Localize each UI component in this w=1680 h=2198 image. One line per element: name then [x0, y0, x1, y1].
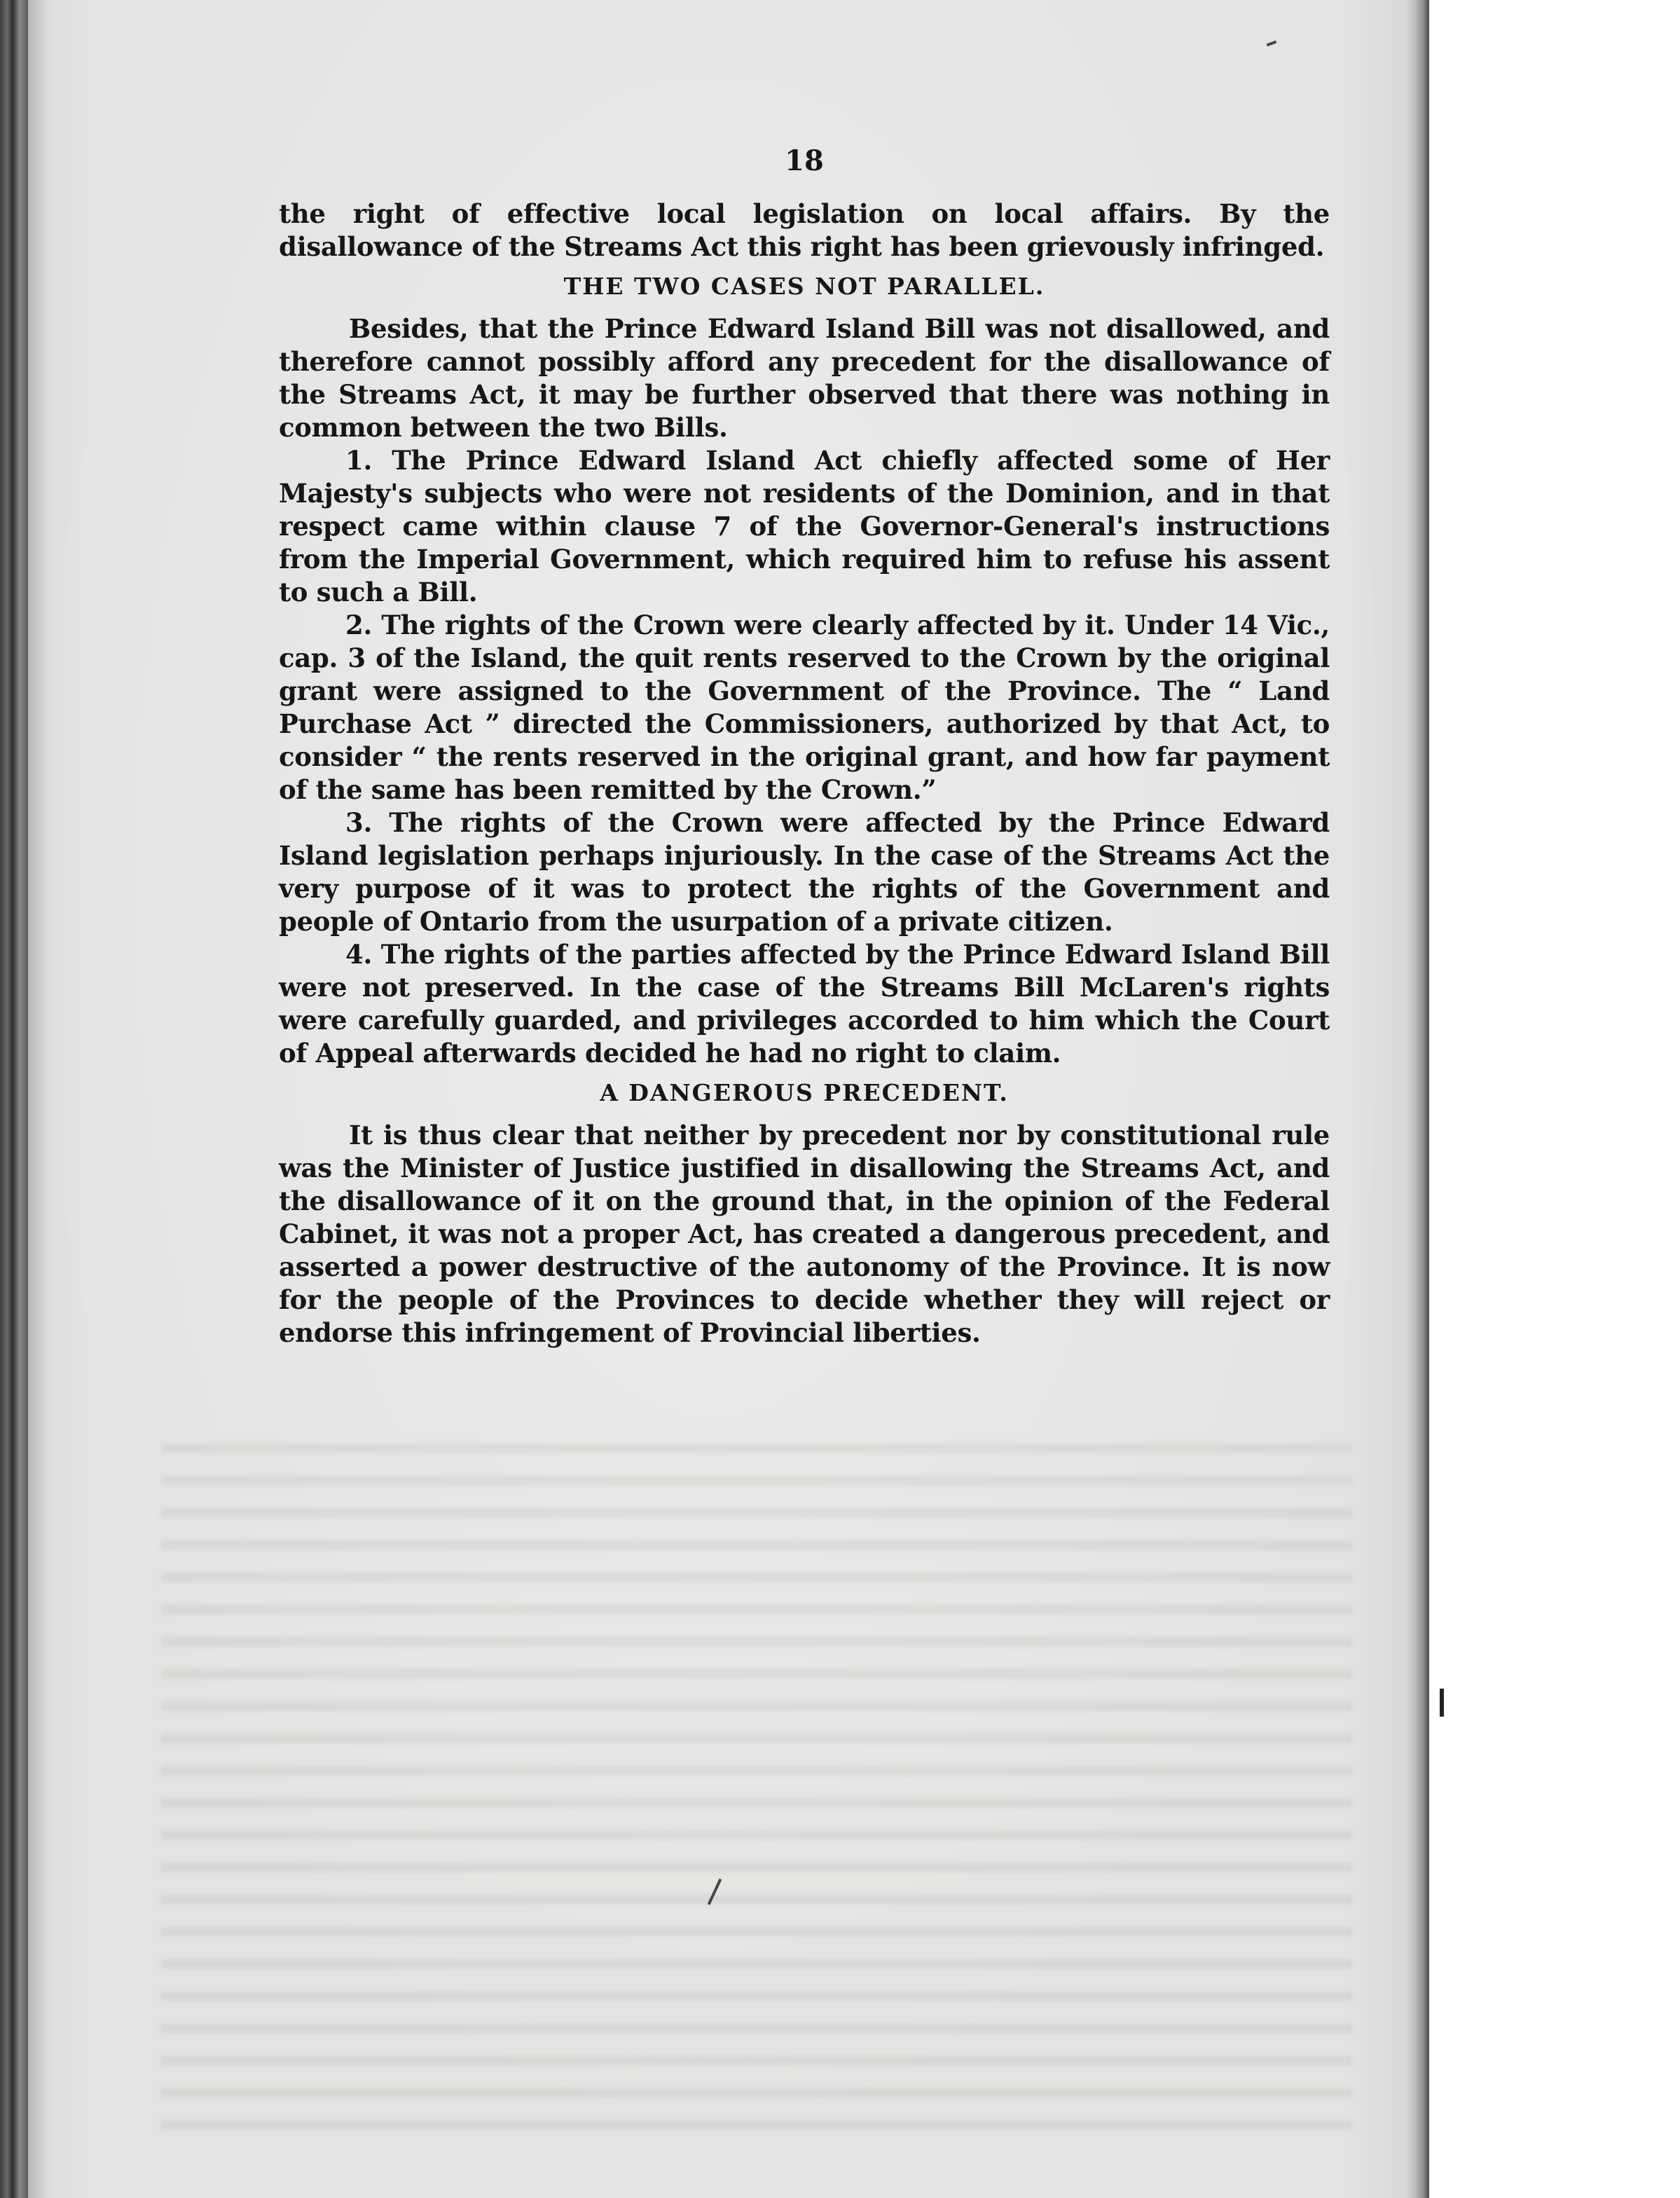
page-right-edge: [1405, 0, 1429, 2198]
book-binding: [0, 0, 28, 2198]
section-heading: THE TWO CASES NOT PARALLEL.: [563, 273, 1045, 300]
paragraph: It is thus clear that neither by precedent nor by constitutional rule was the Minister of Justice justified in disallowing the Streams Act, and the disallowance of it on the ground that, in the opinion of the Federal Cabinet, it was not a proper Act, has created a dangerous precedent, and asserted a power destructive of the autonomy of the Province. It is now for the people of the Provinces to decide whether they will reject or endorse this infringement of Provincial liberties.: [279, 1120, 1330, 1348]
reverse-side-bleed-through: [161, 1443, 1352, 2144]
section-heading: A DANGEROUS PRECEDENT.: [600, 1079, 1009, 1106]
paragraph: Besides, that the Prince Edward Island Bill was not disallowed, and therefore cannot possibly afford any precedent for the disallowance of the Streams Act, it may be further observed that there was nothing in common between the two Bills.: [279, 313, 1330, 443]
numbered-paragraph: 4. The rights of the parties affected by the Prince Edward Island Bill were not preserved. In the case of the Streams Bill McLaren's rights were carefully guarded, and privileges accorded to him which the Court of Appeal afterwards decided he had no right to claim.: [279, 939, 1330, 1069]
numbered-paragraph: 1. The Prince Edward Island Act chiefly affected some of Her Majesty's subjects who were not residents of the Dominion, and in that respect came within clause 7 of the Governor-General's instructions from the Imperial Government, which required him to refuse his assent to such a Bill.: [279, 445, 1330, 607]
binding-shadow: [28, 0, 49, 2198]
scan-artifact: [1443, 1569, 1454, 1579]
numbered-paragraph: 3. The rights of the Crown were affected by the Prince Edward Island legislation perhaps injuriously. In the case of the Streams Act the very purpose of it was to protect the rights of the Government and people of Ontario from the usurpation of a private citizen.: [279, 807, 1330, 937]
numbered-paragraph: 2. The rights of the Crown were clearly affected by it. Under 14 Vic., cap. 3 of the Island, the quit rents reserved to the Crown by the original grant were assigned to the Government of the Province. The “ Land Purchase Act ” directed the Commissioners, authorized by that Act, to consider “ the rents reserved in the original grant, and how far payment of the same has been remitted by the Crown.”: [279, 610, 1330, 805]
page-number: 18: [785, 144, 824, 177]
page-body: [279, 140, 1330, 1349]
scan-artifact: [1440, 1689, 1444, 1717]
paragraph: the right of effective local legislation on local affairs. By the disallowance of the Streams Act this right has been grievously infringed.: [279, 198, 1330, 262]
